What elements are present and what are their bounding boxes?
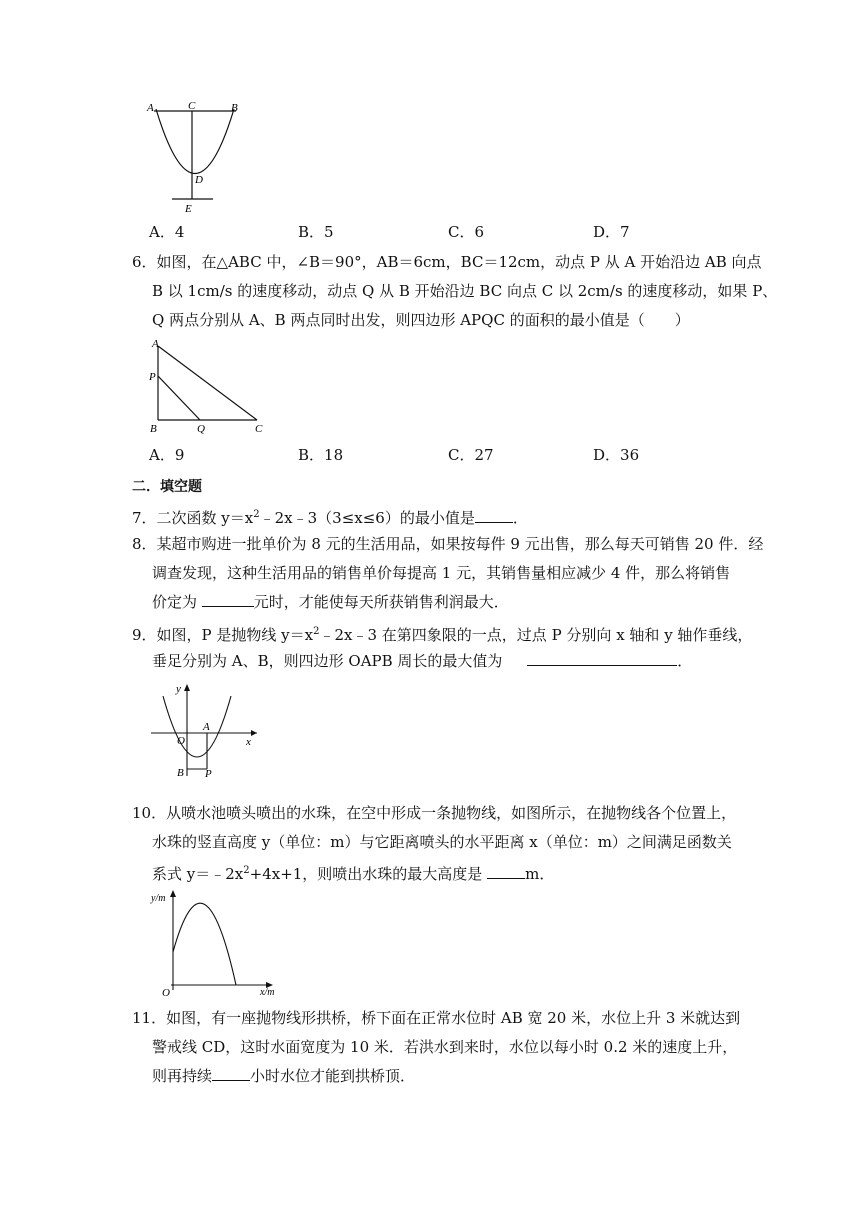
section-title: 二．填空题 (132, 479, 202, 495)
option-letter: A． (149, 223, 175, 241)
q10-label-ym: y/m (151, 893, 166, 904)
q11-answer-blank[interactable] (212, 1066, 250, 1081)
q5-parabola (156, 109, 234, 174)
q5-option-a (149, 222, 184, 242)
q9-label-x: x (246, 736, 251, 748)
q6-option-b (298, 445, 343, 465)
option-letter: D． (593, 446, 621, 464)
q11-line-1: 11．如图，有一座抛物线形拱桥，桥下面在正常水位时 AB 宽 20 米，水位上升 3 米就达到 (132, 1009, 741, 1027)
q9-parabola (163, 696, 231, 757)
q10-line-2: 水珠的竖直高度 y（单位：m）与它距离喷头的水平距离 x（单位：m）之间满足函数关 (152, 833, 732, 851)
q5-label-c: C (188, 100, 196, 112)
q7-text-post: ﹣2x﹣3（3≤x≤6）的最小值是 (259, 509, 475, 527)
q9-text-post: ﹣2x﹣3 在第四象限的一点，过点 P 分别向 x 轴和 y 轴作垂线， (319, 626, 753, 644)
q5-label-e: E (185, 203, 192, 215)
q7-exponent: 2 (253, 509, 260, 520)
q6-option-a (149, 445, 184, 465)
q9-exponent: 2 (313, 626, 320, 637)
option-letter: D． (593, 223, 621, 241)
q9-text-pre: 垂足分别为 A、B，则四边形 OAPB 周长的最大值为 (152, 652, 503, 670)
q11-line-3 (152, 1066, 415, 1086)
option-value: 27 (474, 446, 494, 464)
option-value: 9 (174, 446, 185, 464)
q6-figure (145, 338, 270, 438)
option-value: 6 (474, 223, 485, 241)
q9-label-b: B (177, 767, 184, 779)
option-value: 5 (324, 223, 334, 241)
q10-parabola (173, 903, 236, 985)
q9-line-1 (132, 622, 752, 645)
q8-text-pre: 价定为 (152, 593, 198, 611)
q7-text-end: ． (512, 509, 528, 527)
option-value: 18 (324, 446, 344, 464)
q6-label-a: A (152, 338, 159, 350)
option-letter: B． (298, 223, 325, 241)
q6-line-2: B 以 1cm/s 的速度移动，动点 Q 从 B 开始沿边 BC 向点 C 以 2cm/s 的速度移动，如果 P、 (152, 282, 778, 300)
q6-segment-pq (158, 376, 200, 420)
q10-exponent: 2 (243, 865, 250, 876)
q10-text-mid: +4x+1，则喷出水珠的最大高度是 (249, 865, 483, 883)
q9-text-end: ． (677, 652, 693, 670)
q5-figure (140, 98, 260, 216)
q6-line-3: Q 两点分别从 A、B 两点同时出发，则四边形 APQC 的面积的最小值是（ ） (152, 311, 690, 329)
q9-label-o: O (177, 735, 185, 747)
q8-answer-blank[interactable] (202, 592, 254, 607)
q8-line-2: 调查发现，这种生活用品的销售单价每提高 1 元，其销售量相应减少 4 件，那么将销售 (152, 564, 731, 582)
q9-answer-blank[interactable] (527, 651, 677, 666)
q9-label-p: P (205, 768, 212, 780)
q5-label-b: B (231, 102, 238, 114)
q7-answer-blank[interactable] (475, 508, 513, 523)
q9-y-arrow (184, 684, 190, 691)
q6-label-b: B (150, 423, 157, 435)
q5-option-b (298, 222, 334, 242)
q11-text-post: 小时水位才能到拱桥顶． (250, 1067, 416, 1085)
q9-label-y: y (176, 683, 181, 695)
q6-option-c (448, 445, 494, 465)
q6-line-1: 6．如图，在△ABC 中，∠B＝90°，AB＝6cm，BC＝12cm，动点 P 从 A 开始沿边 AB 向点 (132, 253, 762, 271)
q5-label-a: A (147, 102, 154, 114)
option-letter: B． (298, 446, 325, 464)
q11-line-2: 警戒线 CD，这时水面宽度为 10 米．若洪水到来时，水位以每小时 0.2 米的速度上升， (152, 1038, 738, 1056)
option-letter: C． (448, 223, 475, 241)
q9-figure (145, 680, 265, 780)
q7-line (132, 505, 528, 528)
q6-side-ac (158, 346, 257, 420)
q7-text-pre: 7．二次函数 y＝x (132, 509, 254, 527)
q10-label-o: O (162, 987, 170, 998)
option-value: 4 (174, 223, 185, 241)
q6-label-c: C (255, 423, 263, 435)
q5-option-d (593, 222, 630, 242)
option-letter: C． (448, 446, 475, 464)
q10-text-end: m． (525, 865, 555, 883)
q9-label-a: A (203, 721, 210, 733)
q10-label-xm: x/m (260, 987, 275, 998)
q10-answer-blank[interactable] (487, 864, 525, 879)
q10-text-pre: 系式 y＝﹣2x (152, 865, 244, 883)
q9-text-pre: 9．如图，P 是抛物线 y＝x (132, 626, 314, 644)
q8-line-1: 8．某超市购进一批单价为 8 元的生活用品，如果按每件 9 元出售，那么每天可销售 20 件．经 (132, 535, 764, 553)
q9-line-2 (152, 651, 692, 671)
q5-label-d: D (195, 174, 203, 186)
q10-y-arrow (170, 890, 176, 897)
q6-label-p: P (149, 371, 156, 383)
q8-line-3 (152, 592, 509, 612)
q8-text-post: 元时，才能使每天所获销售利润最大． (253, 593, 509, 611)
q9-x-arrow (251, 730, 257, 736)
option-value: 36 (620, 446, 640, 464)
q10-line-1: 10．从喷水池喷头喷出的水珠，在空中形成一条抛物线，如图所示，在抛物线各个位置上， (132, 804, 737, 822)
q6-option-d (593, 445, 639, 465)
q6-label-q: Q (197, 423, 205, 435)
option-value: 7 (620, 223, 630, 241)
option-letter: A． (149, 446, 175, 464)
q10-figure (145, 886, 280, 998)
q10-line-3 (152, 861, 554, 884)
q11-text-pre: 则再持续 (152, 1067, 213, 1085)
q5-option-c (448, 222, 484, 242)
